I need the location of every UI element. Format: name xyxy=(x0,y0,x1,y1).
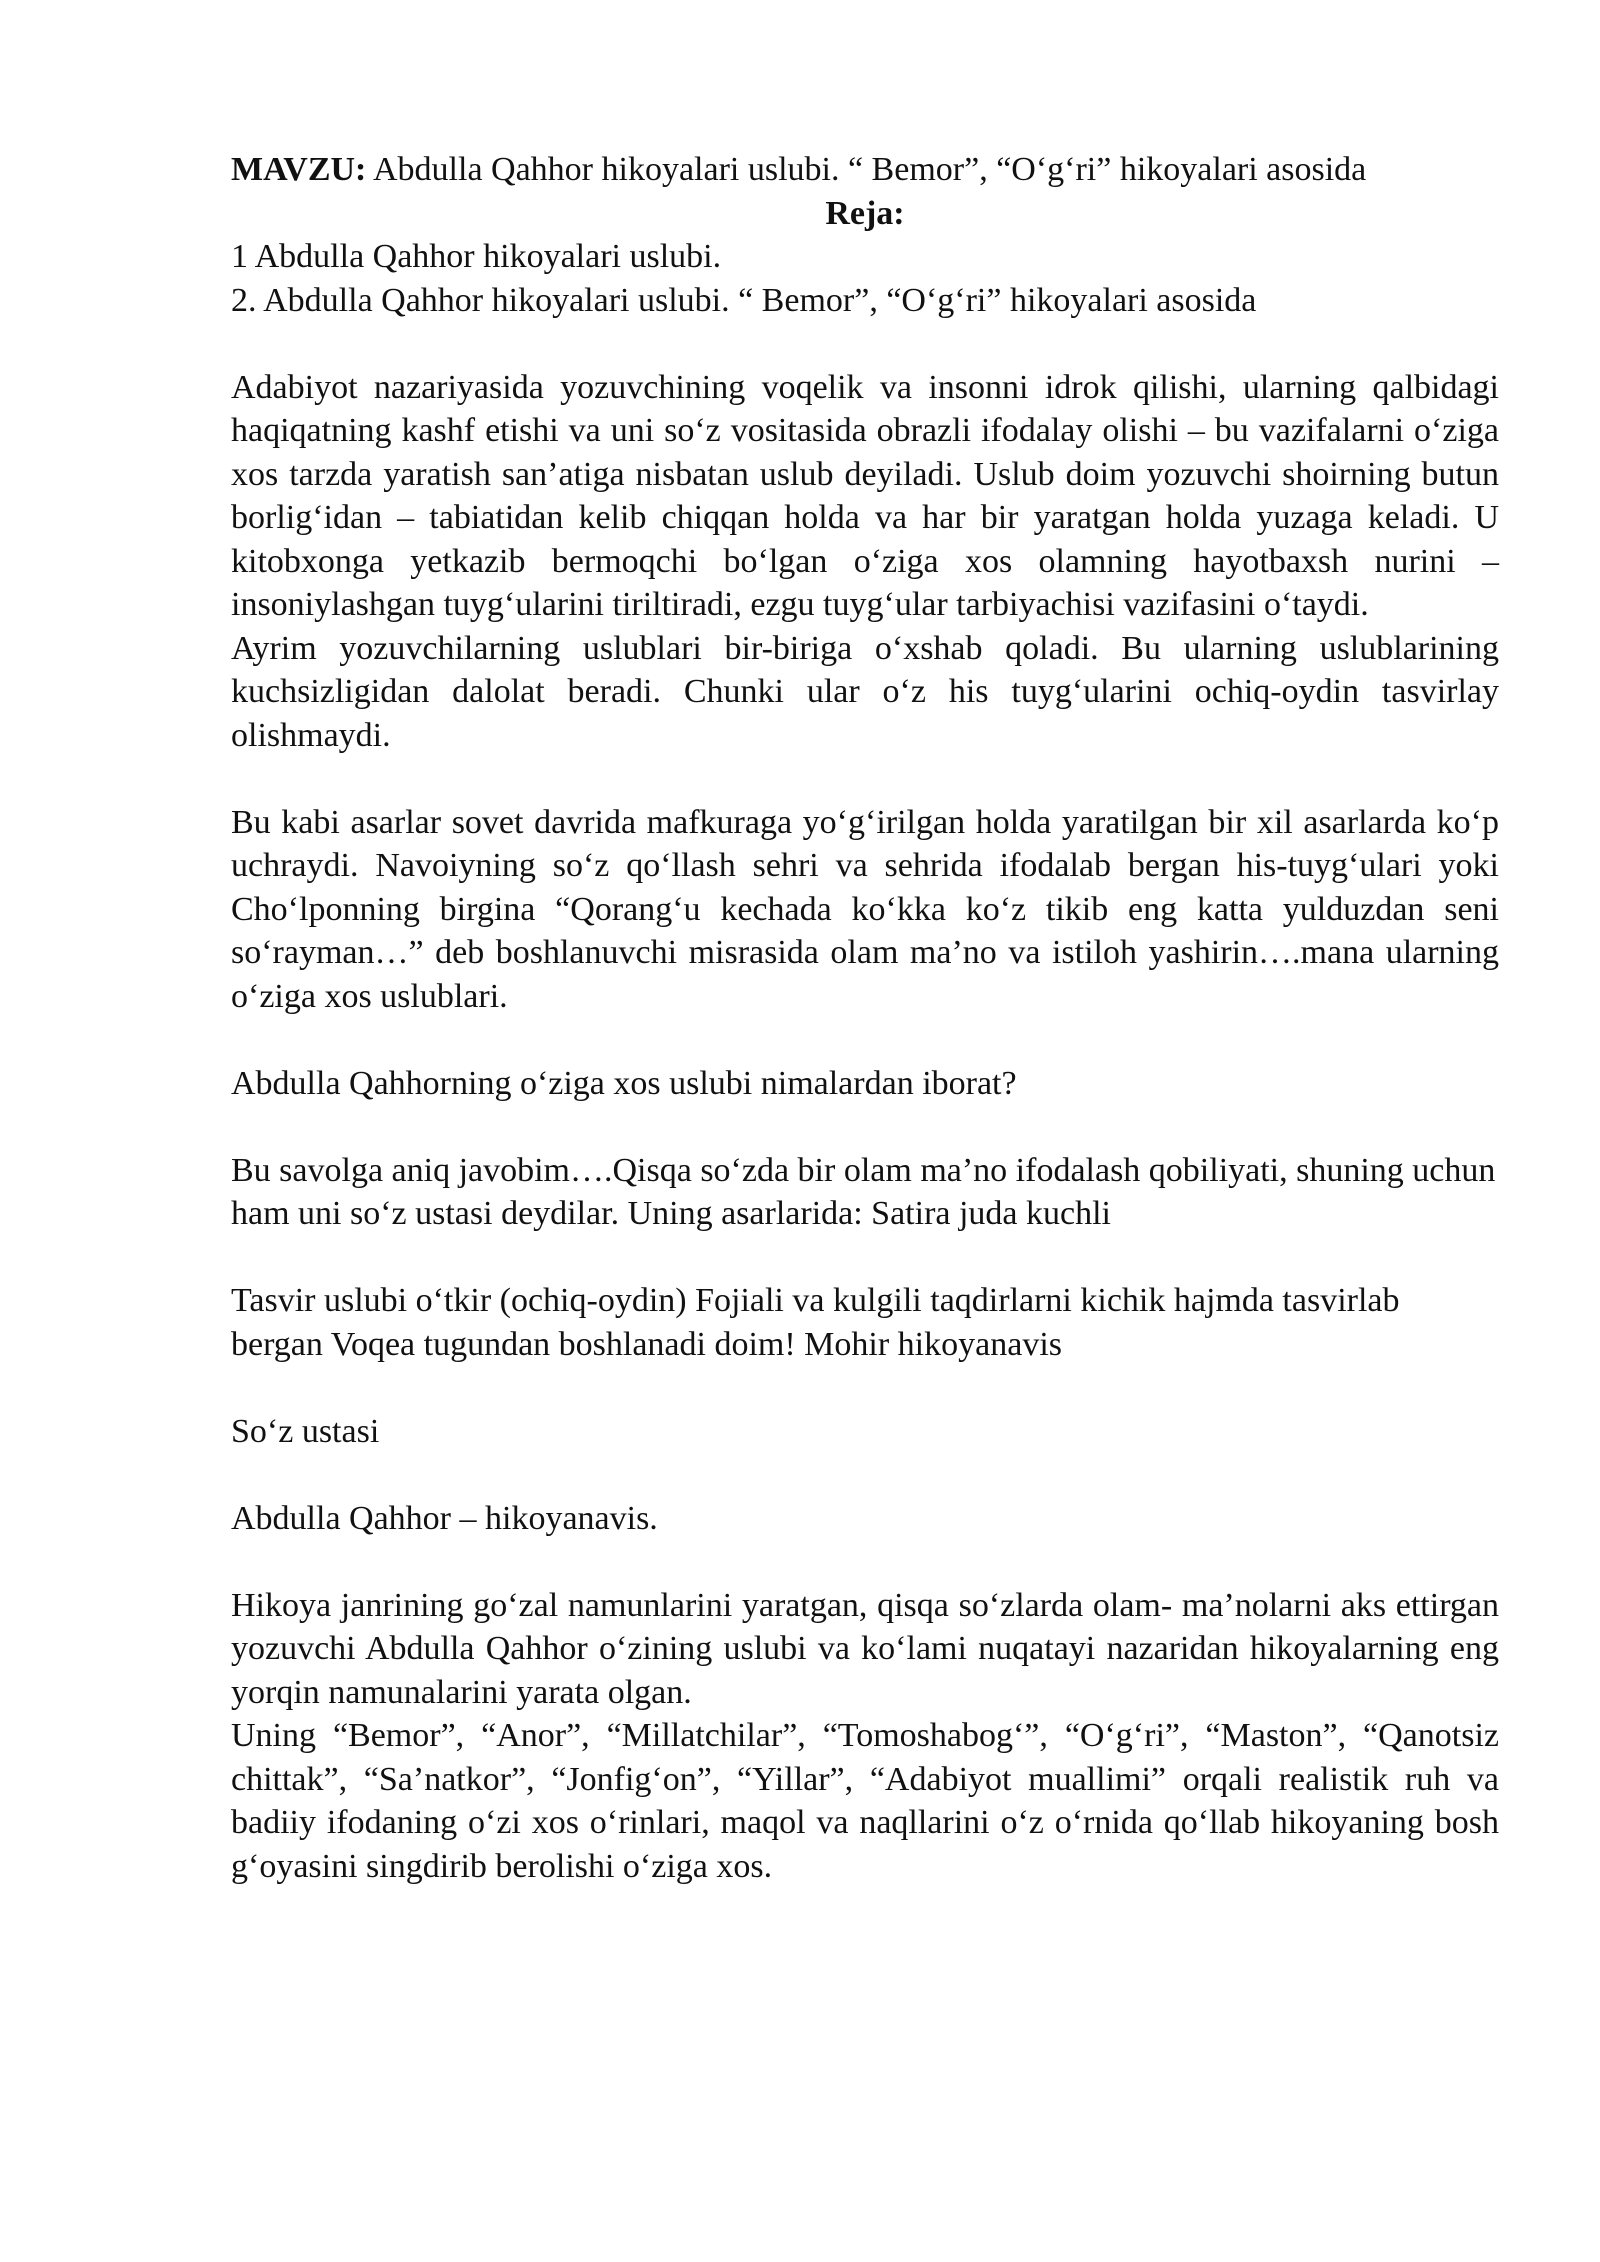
spacer xyxy=(231,322,1499,366)
spacer xyxy=(231,1236,1499,1280)
topic-text: Abdulla Qahhor hikoyalari uslubi. “ Bemor”, “O‘g‘ri” hikoyalari asosida xyxy=(366,151,1367,188)
paragraph-style-definition: Adabiyot nazariyasida yozuvchining voqelik va insonni idrok qilishi, ularning qalbidagi haqiqatning kashf etishi va uni so‘z vositasida obrazli ifodalay olishi – bu vazifalarni o‘ziga xos tarzda yaratish san’atiga nisbatan uslub deyiladi. Uslub doim yozuvchi shoirning butun borlig‘idan – tabiatidan kelib chiqqan holda va har bir yaratgan holda yuzaga keladi. U kitobxonga yetkazib bermoqchi bo‘lgan o‘ziga xos olamning hayotbaxsh nurini – insoniylashgan tuyg‘ularini tiriltiradi, ezgu tuyg‘ular tarbiyachisi vazifasini o‘taydi. xyxy=(231,368,1499,623)
spacer xyxy=(231,1453,1499,1497)
paragraph-answer: Bu savolga aniq javobim….Qisqa so‘zda bir olam ma’no ifodalash qobiliyati, shuning uchun ham uni so‘z ustasi deydilar. Uning asarlarida: Satira juda kuchli xyxy=(231,1151,1496,1232)
paragraph-story-genre: Hikoya janrining go‘zal namunlarini yaratgan, qisqa so‘zlarda olam- ma’nolarni aks ettirgan yozuvchi Abdulla Qahhor o‘zining uslubi va ko‘lami nuqatayi nazaridan hikoyalarning eng yorqin namunalarini yarata olgan. xyxy=(231,1586,1499,1711)
spacer xyxy=(231,1540,1499,1584)
paragraph-soviet-era: Bu kabi asarlar sovet davrida mafkuraga yo‘g‘irilgan holda yaratilgan bir xil asarlarda ko‘p uchraydi. Navoiyning so‘z qo‘llash sehri va sehrida ifodalab bergan his-tuyg‘ulari yoki Cho‘lponning birgina “Qorang‘u kechada ko‘kka ko‘z tikib eng katta yulduzdan seni so‘rayman…” deb boshlanuvchi misrasida olam ma’no va istiloh yashirin….mana ularning o‘ziga xos uslublari. xyxy=(231,803,1499,1015)
spacer xyxy=(231,757,1499,801)
topic-label: MAVZU: xyxy=(231,151,367,188)
plan-title: Reja: xyxy=(825,194,905,232)
paragraph-works-list: Uning “Bemor”, “Anor”, “Millatchilar”, “Tomoshabog‘”, “O‘g‘ri”, “Maston”, “Qanotsiz chittak”, “Sa’natkor”, “Jonfig‘on”, “Yillar”, “Adabiyot muallimi” orqali realistik ruh va badiiy ifodaning o‘zi xos o‘rinlari, maqol va naqllarini o‘z o‘rnida qo‘llab hikoyaning bosh g‘oyasini singdirib berolishi o‘ziga xos. xyxy=(231,1717,1499,1885)
spacer xyxy=(231,1018,1499,1062)
plan-item-2: 2. Abdulla Qahhor hikoyalari uslubi. “ Bemor”, “O‘g‘ri” hikoyalari asosida xyxy=(231,281,1257,319)
spacer xyxy=(231,1105,1499,1149)
document-page xyxy=(231,148,1499,1888)
paragraph-depiction-style: Tasvir uslubi o‘tkir (ochiq-oydin) Fojiali va kulgili taqdirlarni kichik hajmda tasvirlab bergan Voqea tugundan boshlanadi doim! Mohir hikoyanavis xyxy=(231,1282,1400,1363)
paragraph-word-master: So‘z ustasi xyxy=(231,1412,380,1450)
paragraph-similar-styles: Ayrim yozuvchilarning uslublari bir-biriga o‘xshab qoladi. Bu ularning uslublarining kuchsizligidan dalolat beradi. Chunki ular o‘z his tuyg‘ularini ochiq-oydin tasvirlay olishmaydi. xyxy=(231,629,1499,754)
paragraph-storyteller: Abdulla Qahhor – hikoyanavis. xyxy=(231,1499,658,1537)
topic-heading xyxy=(231,148,1499,192)
paragraph-question: Abdulla Qahhorning o‘ziga xos uslubi nimalardan iborat? xyxy=(231,1064,1017,1102)
plan-item-1: 1 Abdulla Qahhor hikoyalari uslubi. xyxy=(231,238,722,275)
spacer xyxy=(231,1366,1499,1410)
